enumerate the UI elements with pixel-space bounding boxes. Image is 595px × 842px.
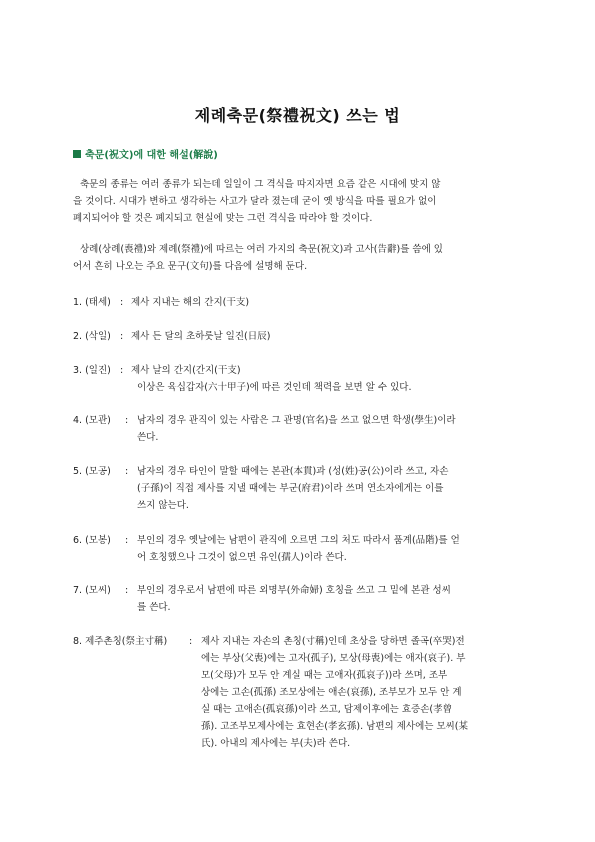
- paragraph-line: 을 것이다. 시대가 변하고 생각하는 사고가 달라 졌는데 굳이 옛 방식을 따를 필요가 없이: [73, 196, 437, 207]
- paragraph-line: 폐지되어야 할 것은 폐지되고 현실에 맞는 그런 격식을 따라야 할 것이다.: [73, 213, 373, 224]
- paragraph-line: 상례(상례(喪禮)와 제례(祭禮)에 따르는 여러 가지의 축문(祝文)과 고사(告辭)를 씀에 있: [80, 244, 443, 255]
- item-line: 제사 날의 간지(간지(干支): [131, 365, 241, 376]
- item-description: [131, 294, 249, 311]
- item-line: 부인의 경우 옛날에는 남편이 관직에 오르면 그의 처도 따라서 품계(品階)를 얻: [137, 535, 460, 546]
- item-line: 제사 지내는 자손의 촌칭(寸稱)인데 초상을 당하면 졸곡(卒哭)전: [201, 636, 465, 647]
- item-line: 쓴다.: [137, 432, 159, 443]
- section-heading-text: 축문(祝文)에 대한 해설(解說): [85, 150, 218, 161]
- item-line: 孫). 고조부모제사에는 효현손(孝玄孫). 남편의 제사에는 모씨(某: [201, 721, 469, 732]
- intro-paragraph-2: [73, 241, 543, 275]
- item-number: 4. (모관): [73, 415, 111, 426]
- item-colon: :: [125, 535, 129, 546]
- item-colon: :: [125, 585, 129, 596]
- item-colon: :: [125, 466, 129, 477]
- item-line: 부인의 경우로서 남편에 따른 외명부(外命婦) 호칭을 쓰고 그 밑에 본관 성씨: [137, 585, 451, 596]
- item-colon: :: [189, 636, 193, 647]
- item-line: 남자의 경우 관직이 있는 사람은 그 관명(官名)을 쓰고 없으면 학생(學生)이라: [137, 415, 456, 426]
- item-line: 상에는 고손(孤孫) 조모상에는 애손(哀孫), 조부모가 모두 안 계: [201, 687, 462, 698]
- item-colon: :: [120, 331, 124, 342]
- item-number: 8. 제주촌칭(祭主寸稱): [73, 636, 168, 647]
- item-line: (子孫)이 직접 제사를 지낼 때에는 부군(府君)이라 쓰며 연소자에게는 이를: [137, 483, 444, 494]
- item-line: 를 쓴다.: [137, 602, 171, 613]
- item-description: [137, 532, 460, 566]
- item-number: 5. (모공): [73, 466, 111, 477]
- item-line: 실 때는 고애손(孤哀孫)이라 쓰고, 담제이후에는 효증손(孝曾: [201, 704, 453, 715]
- item-colon: :: [120, 365, 124, 376]
- paragraph-line: 축문의 종류는 여러 종류가 되는데 일일이 그 격식을 따지자면 요즘 같은 시대에 맞지 않: [80, 179, 441, 190]
- item-colon: :: [120, 297, 124, 308]
- item-line: 제사 지내는 해의 간지(干支): [131, 297, 250, 308]
- item-number: 1. (태세): [73, 297, 111, 308]
- square-bullet-icon: [73, 150, 81, 158]
- intro-paragraph-1: [73, 176, 543, 227]
- item-description: [131, 362, 412, 396]
- item-line: 氏). 아내의 제사에는 부(夫)라 쓴다.: [201, 738, 351, 749]
- item-line: 쓰지 않는다.: [137, 500, 189, 511]
- item-number: 2. (삭일): [73, 331, 111, 342]
- item-description: [137, 582, 451, 616]
- item-line: 어 호칭했으나 그것이 없으면 유인(孺人)이라 쓴다.: [137, 552, 347, 563]
- item-number: 6. (모봉): [73, 535, 111, 546]
- item-line: 이상은 육십갑자(六十甲子)에 따른 것인데 책력을 보면 알 수 있다.: [137, 382, 412, 393]
- item-description: [201, 633, 468, 752]
- item-description: [131, 328, 270, 345]
- item-number: 3. (일진): [73, 365, 111, 376]
- item-colon: :: [125, 415, 129, 426]
- page-title: 제례축문(祭禮祝文) 쓰는 법: [194, 106, 401, 125]
- item-description: [137, 463, 448, 514]
- item-number: 7. (모씨): [73, 585, 111, 596]
- section-heading: [73, 146, 218, 161]
- item-line: 제사 든 달의 초하룻날 일진(日辰): [131, 331, 271, 342]
- item-line: 에는 부상(父喪)에는 고자(孤子), 모상(母喪)에는 애자(哀子). 부: [201, 653, 466, 664]
- item-line: 모(父母)가 모두 안 계실 때는 고애자(孤哀子))라 쓰며, 조부: [201, 670, 448, 681]
- item-line: 남자의 경우 타인이 말할 때에는 본관(本貫)과 (성(姓)공(公)이라 쓰고, 자손: [137, 466, 449, 477]
- item-description: [137, 412, 456, 446]
- paragraph-line: 어서 흔히 나오는 주요 문구(文句)를 다음에 설명해 둔다.: [73, 261, 308, 272]
